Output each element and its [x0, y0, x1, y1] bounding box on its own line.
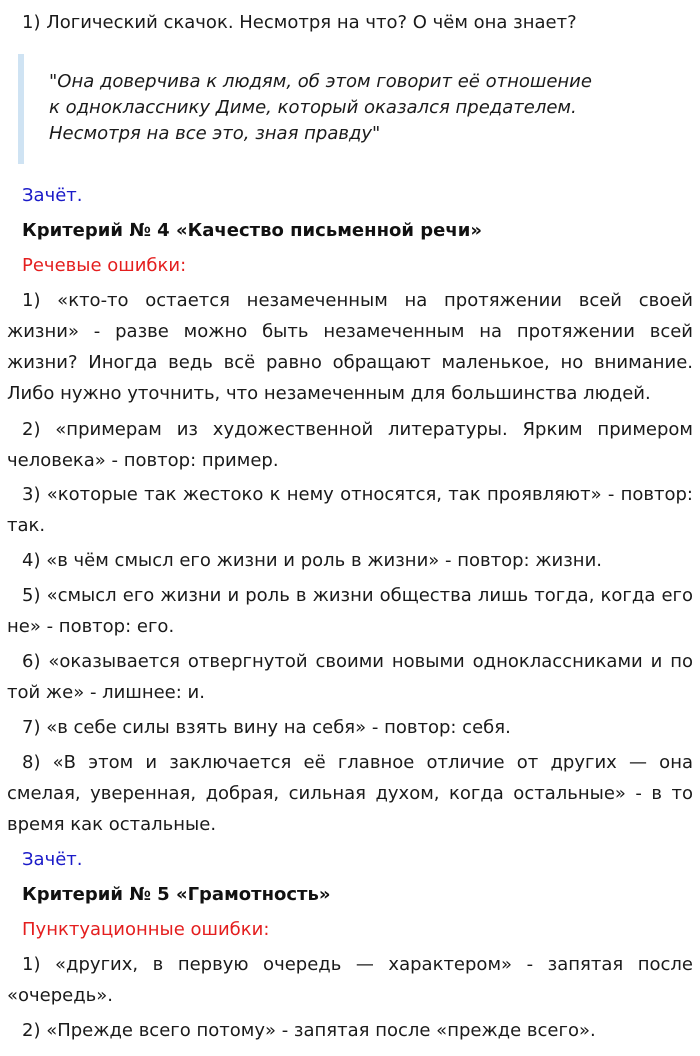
verdict-criterion3: Зачёт. — [22, 185, 83, 206]
speech-error-item: 6) «оказывается отвергнутой своими новыми одноклассниками и по той же» - лишнее: и. — [7, 651, 693, 703]
criterion5-title: Критерий № 5 «Грамотность» — [22, 884, 331, 905]
speech-error-item: 2) «примерам из художественной литературы. Ярким примером человека» - повтор: пример. — [7, 419, 693, 471]
speech-error-item: 5) «смысл его жизни и роль в жизни общества лишь тогда, когда его не» - повтор: его. — [7, 585, 693, 637]
speech-error-item: 4) «в чём смысл его жизни и роль в жизни» - повтор: жизни. — [22, 550, 602, 571]
speech-error-item: 8) «В этом и заключается её главное отличие от других — она смелая, уверенная, добрая, сильная духом, когда остальные» - в то время как остальные. — [7, 752, 693, 835]
quote-line: к однокласснику Диме, который оказался предателем. — [49, 97, 577, 118]
speech-error-item: 1) «кто-то остается незамеченным на протяжении всей своей жизни» - разве можно быть незамеченным на протяжении всей жизни? Иногда ведь всё равно обращают маленькое, но внимание. Либо нужно уточнить, что незамеченным для большинства людей. — [7, 290, 693, 404]
punctuation-error-item: 1) «других, в первую очередь — характером» - запятая после «очередь». — [7, 954, 693, 1006]
speech-error-item: 7) «в себе силы взять вину на себя» - повтор: себя. — [22, 717, 511, 738]
criterion5-errors-heading: Пунктуационные ошибки: — [22, 919, 270, 940]
intro-question: 1) Логический скачок. Несмотря на что? О чём она знает? — [22, 12, 577, 33]
criterion4-title: Критерий № 4 «Качество письменной речи» — [22, 220, 482, 241]
verdict-criterion4: Зачёт. — [22, 849, 83, 870]
speech-error-item: 3) «которые так жестоко к нему относятся, так проявляют» - повтор: так. — [7, 484, 693, 536]
quote-line: Несмотря на все это, зная правду" — [49, 123, 381, 144]
punctuation-error-item: 2) «Прежде всего потому» - запятая после «прежде всего». — [22, 1020, 596, 1041]
quote-line: "Она доверчива к людям, об этом говорит её отношение — [49, 71, 592, 92]
criterion4-errors-heading: Речевые ошибки: — [22, 255, 187, 276]
student-quote — [18, 54, 658, 164]
